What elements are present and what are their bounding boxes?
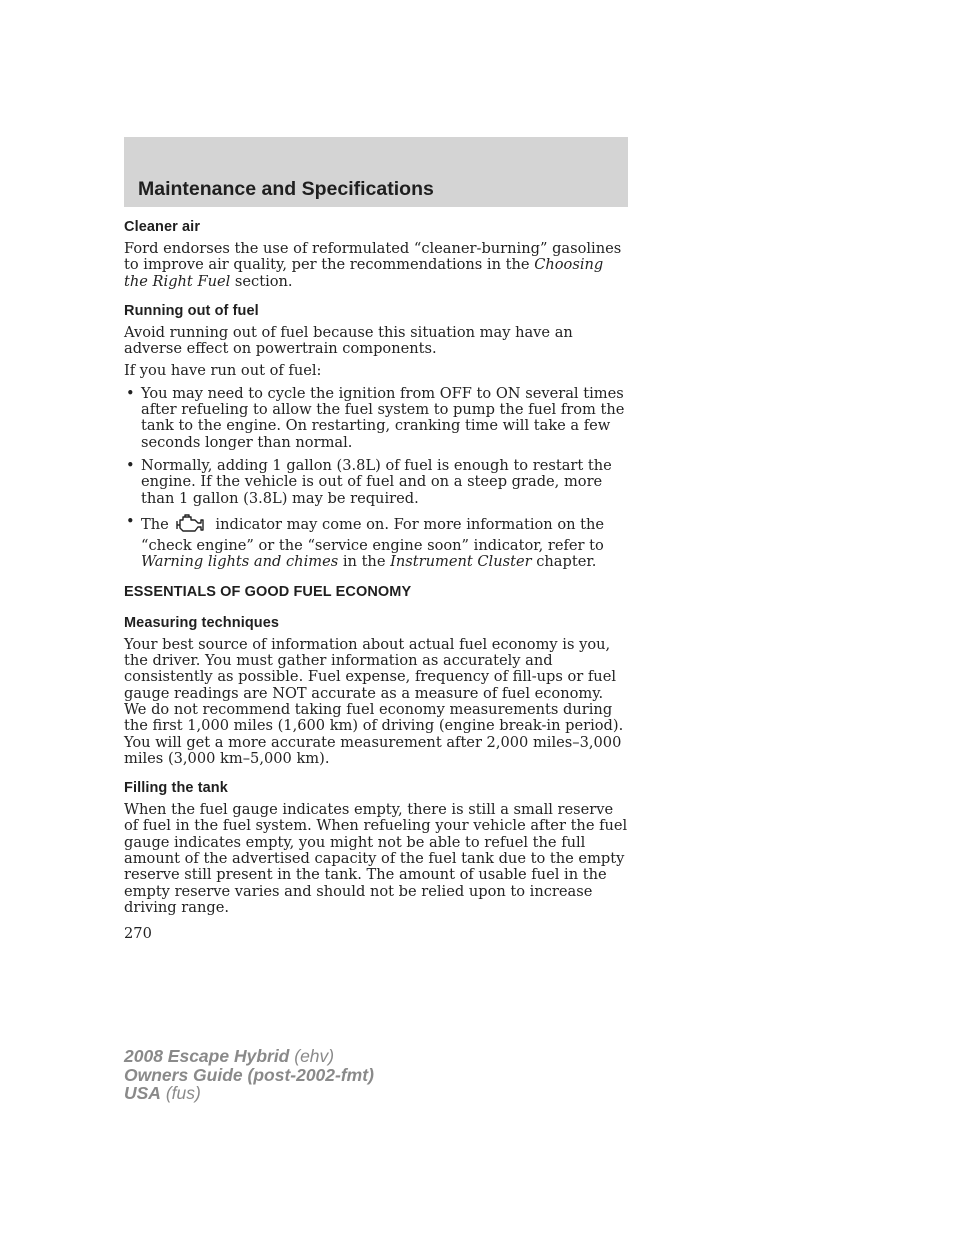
paragraph-cleaner-air bbox=[124, 241, 630, 290]
heading-cleaner-air: Cleaner air bbox=[124, 219, 201, 235]
paragraph-avoid: Avoid running out of fuel because this situation may have an adverse effect on powertrain components. bbox=[124, 323, 573, 358]
section-running-out bbox=[124, 303, 630, 571]
heading-measuring: Measuring techniques bbox=[124, 614, 280, 631]
paragraph-filling: When the fuel gauge indicates empty, there is still a small reserve of fuel in the fuel system. When refueling your vehicle after the fuel gauge indicates empty, you might not be able to refuel the full amount of the advertised capacity of the fuel tank due to the empty reserve still present in the tank. The amount of usable fuel in the empty reserve varies and should not be relied upon to increase driving range. bbox=[124, 801, 628, 916]
footer-guide: Owners Guide (post-2002-fmt) bbox=[124, 1064, 374, 1085]
text: Ford endorses the use of reformulated “cleaner-burning” gasolines to improve air quality, per the recommendations in the bbox=[124, 240, 622, 274]
bullet-text: The bbox=[141, 515, 174, 533]
footer-region: USA bbox=[124, 1083, 161, 1104]
check-engine-icon bbox=[175, 514, 205, 538]
paragraph-measuring: Your best source of information about actual fuel economy is you, the driver. You must gather information as accurately and consistently as possible. Fuel expense, frequency of fill-ups or fuel gauge readings are NOT accurate as a measure of fuel economy. We do not recommend taking fuel economy measurements during the first 1,000 miles (1,600 km) of driving (engine break-in period). You will get a more accurate measurement after 2,000 miles–3,000 miles (3,000 km–5,000 km). bbox=[124, 635, 624, 767]
reference-choosing-fuel: Choosing the Right Fuel bbox=[124, 256, 604, 290]
section-measuring bbox=[124, 615, 630, 767]
reference-warning-lights: Warning lights and chimes bbox=[141, 553, 339, 571]
bullet-text: You may need to cycle the ignition from OFF to ON several times after refueling to allow the fuel system to pump the fuel from the tank to the engine. On restarting, cranking time will take a few seconds longer than normal. bbox=[141, 384, 625, 451]
page-content bbox=[124, 219, 630, 929]
section-cleaner-air bbox=[124, 219, 630, 290]
bullet-dot: • bbox=[126, 456, 135, 474]
footer-model-code: (ehv) bbox=[289, 1046, 335, 1066]
bullet-text: in the bbox=[338, 553, 391, 571]
section-essentials bbox=[124, 584, 630, 600]
reference-instrument-cluster: Instrument Cluster bbox=[390, 553, 532, 571]
heading-essentials: ESSENTIALS OF GOOD FUEL ECONOMY bbox=[124, 583, 412, 600]
bullet-list bbox=[124, 386, 630, 571]
bullet-text: indicator may come on. For more information on the “check engine” or the “service engine soon” indicator, refer to bbox=[141, 515, 605, 555]
heading-filling: Filling the tank bbox=[124, 780, 228, 797]
bullet-text: chapter. bbox=[531, 553, 597, 571]
paragraph-if-run-out: If you have run out of fuel: bbox=[124, 362, 322, 380]
document-footer bbox=[124, 1047, 374, 1103]
heading-running-out: Running out of fuel bbox=[124, 302, 259, 319]
footer-model: 2008 Escape Hybrid bbox=[124, 1046, 290, 1066]
bullet-dot: • bbox=[126, 384, 135, 402]
list-item bbox=[124, 386, 630, 451]
footer-line-guide bbox=[124, 1066, 374, 1085]
bullet-text: Normally, adding 1 gallon (3.8L) of fuel is enough to restart the engine. If the vehicle is out of fuel and on a steep grade, more than 1 gallon (3.8L) may be required. bbox=[141, 456, 612, 507]
list-item bbox=[124, 458, 630, 507]
section-title: Maintenance and Specifications bbox=[138, 178, 434, 200]
footer-region-code: (fus) bbox=[160, 1083, 201, 1104]
section-filling bbox=[124, 780, 630, 916]
footer-line-model bbox=[124, 1047, 374, 1066]
list-item bbox=[124, 514, 630, 571]
bullet-dot: • bbox=[126, 512, 135, 530]
page-number: 270 bbox=[124, 925, 152, 942]
section-header-band bbox=[124, 137, 628, 207]
footer-line-region bbox=[124, 1084, 374, 1103]
text: section. bbox=[230, 272, 293, 290]
